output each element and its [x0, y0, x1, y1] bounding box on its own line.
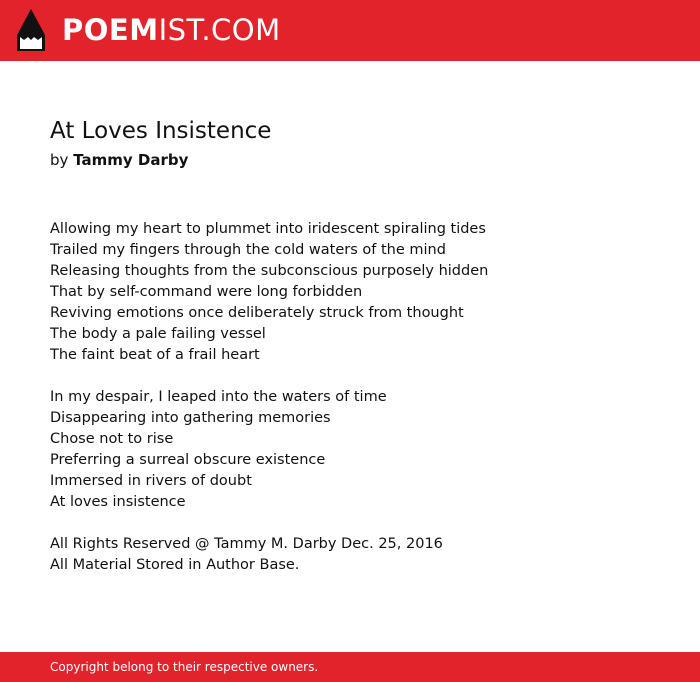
poem-line: Releasing thoughts from the subconscious purposely hidden [50, 263, 489, 279]
poem-line: The body a pale failing vessel [50, 326, 266, 342]
stanza-3 [50, 534, 670, 576]
site-logo-text[interactable] [62, 12, 281, 48]
poem-line: All Material Stored in Author Base. [50, 557, 300, 573]
poem-line: At loves insistence [50, 494, 186, 510]
poem-heading [50, 113, 670, 171]
stanza-gap [50, 366, 670, 387]
stanza-1 [50, 219, 670, 366]
by-prefix: by [50, 151, 69, 169]
brand-bold: POEM [62, 13, 159, 47]
stanza-gap [50, 513, 670, 534]
poem-line: Chose not to rise [50, 431, 174, 447]
poem-line: Reviving emotions once deliberately struck from thought [50, 305, 464, 321]
footer-copyright: Copyright belong to their respective owners. [50, 660, 319, 674]
poem-line: In my despair, I leaped into the waters of time [50, 389, 387, 405]
author-name: Tammy Darby [73, 151, 189, 169]
stanza-2 [50, 387, 670, 513]
pencil-logo-icon[interactable] [17, 9, 45, 51]
brand-rest: IST.COM [158, 13, 281, 47]
poem-line: That by self-command were long forbidden [50, 284, 363, 300]
site-footer [0, 652, 700, 682]
poem-line: Immersed in rivers of doubt [50, 473, 252, 489]
poem-line: All Rights Reserved @ Tammy M. Darby Dec. 25, 2016 [50, 536, 443, 552]
poem-line: Trailed my fingers through the cold waters of the mind [50, 242, 446, 258]
poem-line: Preferring a surreal obscure existence [50, 452, 326, 468]
poem-body [50, 219, 670, 576]
poem-line: Disappearing into gathering memories [50, 410, 331, 426]
poem-line: The faint beat of a frail heart [50, 347, 260, 363]
site-header [0, 0, 700, 61]
poem-line: Allowing my heart to plummet into iridescent spiraling tides [50, 221, 486, 237]
byline [50, 149, 670, 171]
poem-title: At Loves Insistence [50, 118, 272, 144]
